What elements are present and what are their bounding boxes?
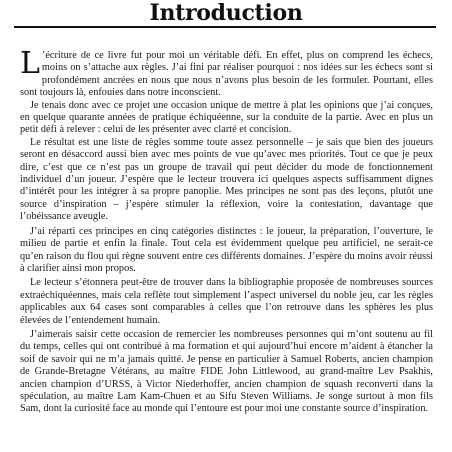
paragraph-1-text: ’écriture de ce livre fut pour moi un véritable défi. En effet, plus on comprend les échecs, moins on s’attache aux règles. J’ai fini par réaliser pourquoi : nos idées sur les échecs sont si profondément ancrées en nous que nous n’avons plus besoin de les formuler. Pourtant, elles sont toujours là, enfouies dans notre inconscient. [20,50,433,99]
paragraph-2: Je tenais donc avec ce projet une occasion unique de mettre à plat les opinions que j’ai conçues, en quelque quarante années de pratique échiquéenne, sur la conduite de la partie. Avec en plus un petit défi à relever : celui de les présenter avec clarté et concision. [20,99,433,136]
paragraph-4: J’ai réparti ces principes en cinq catégories distinctes : le joueur, la préparation, l’ouverture, le milieu de partie et enfin la finale. Tout cela est évidemment quelque peu artificiel, ne serait-ce qu’en raison du flou qui règne souvent entre ces différents domaines. J’espère du moins avoir réussi à clarifier ainsi mon propos. [20,225,433,274]
paragraph-3: Le résultat est une liste de règles somme toute assez personnelle – je sais que bien des joueurs seront en désaccord aussi bien avec mes points de vue qu’avec mes priorités. Tout ce que je peux dire, c’est que ce n’est pas un groupe de travail qui peut décider du mode de fonctionnement individuel d’un joueur. J’espère que le lecteur trouvera ici quelques aspects suffisamment dignes d’intérêt pour les intégrer à sa propre panoplie. Mes principes ne sont pas des leçons, plutôt une source d’inspiration – j’espère stimuler la réflexion, voire la contestation, davantage que l’obéissance aveugle. [20,136,433,223]
paragraph-1 [20,46,433,100]
title-underline-rule [14,26,436,28]
drop-cap: L [20,46,40,81]
page-title: Introduction [149,0,303,26]
paragraph-5: Le lecteur s’étonnera peut-être de trouver dans la bibliographie proposée de nombreuses sources extraéchiquéennes, mais cela reflète tout simplement l’aspect universel du noble jeu, car les règles applicables aux 64 cases sont comparables à celles que l’on retrouve dans les sphères les plus élevées de l’entendement humain. [20,277,433,326]
paragraph-6: J’aimerais saisir cette occasion de remercier les nombreuses personnes qui m’ont soutenu au fil du temps, celles qui ont contribué à ma formation et qui aujourd’hui encore m’aident à étancher la soif de savoir qui ne m’a jamais quitté. Je pense en particulier à Samuel Roberts, ancien champion de Grande-Bretagne Vétérans, au maître FIDE John Littlewood, au grand-maître Lev Psakhis, ancien champion d’URSS, à Victor Niederhoffer, ancien champion de squash reconverti dans la spéculation, au maître Lam Kam-Chuen et au Sifu Steven Williams. Je songe surtout à mon fils Sam, dont la curiosité face au monde qui l’entoure est pour moi une constante source d’inspiration. [20,328,433,415]
introduction-body [20,46,433,416]
